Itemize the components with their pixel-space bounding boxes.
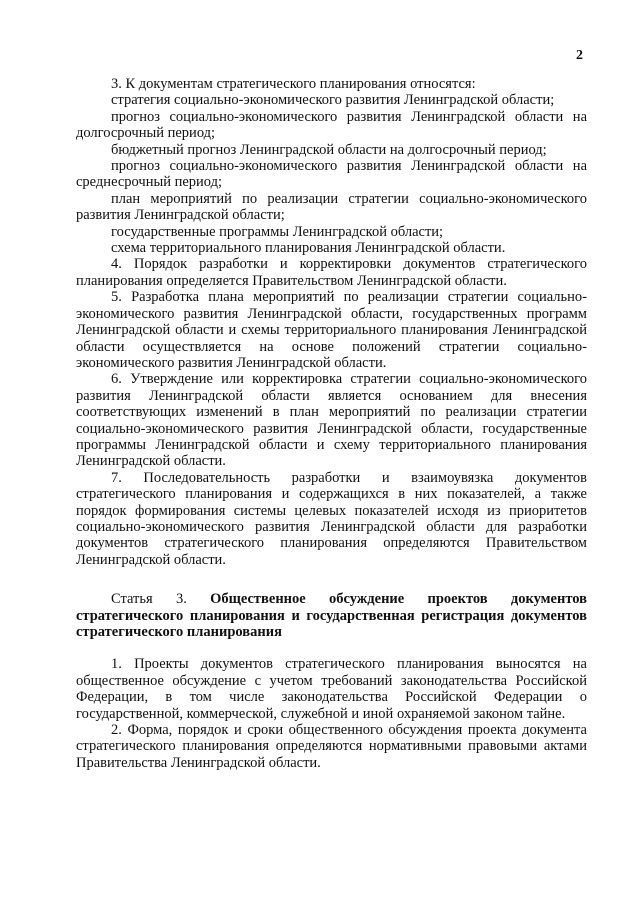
paragraph: схема территориального планирования Ленинградской области. bbox=[111, 240, 506, 257]
paragraph: 3. К документам стратегического планирования относятся: bbox=[111, 76, 476, 92]
paragraph: 2. Форма, порядок и сроки общественного обсуждения проекта документа стратегического планирования определяются нормативными правовыми актами Правительства Ленинградской области. bbox=[76, 722, 587, 771]
article-prefix: Статья 3. bbox=[111, 591, 211, 608]
paragraph: 1. Проекты документов стратегического планирования выносятся на общественное обсуждение с учетом требований законодательства Российской Федерации, в том числе законодательства Российской Федерации о государственной, коммерческой, служебной и иной охраняемой законом тайне. bbox=[76, 656, 587, 722]
article-heading bbox=[76, 591, 587, 640]
paragraph: 5. Разработка плана мероприятий по реализации стратегии социально-экономического развития Ленинградской области, государственных программ Ленинградской области и схемы территориального планирования Ленинградской области осуществляется на основе положений стратегии социально-экономического развития Ленинградской области. bbox=[76, 289, 587, 371]
paragraph: прогноз социально-экономического развития Ленинградской области на долгосрочный период; bbox=[76, 108, 587, 142]
paragraph: стратегия социально-экономического развития Ленинградской области; bbox=[111, 92, 555, 109]
document-body bbox=[76, 76, 587, 771]
paragraph: 6. Утверждение или корректировка стратегии социально-экономического развития Ленинградской области является основанием для внесения соответствующих изменений в план мероприятий по реализации стратегии социально-экономического развития Ленинградской области, государственные программы Ленинградской области и схему территориального планирования Ленинградской области. bbox=[76, 371, 587, 470]
paragraph: план мероприятий по реализации стратегии социально-экономического развития Ленинградской области; bbox=[76, 190, 587, 224]
page-number: 2 bbox=[576, 48, 583, 63]
paragraph: прогноз социально-экономического развития Ленинградской области на среднесрочный период; bbox=[76, 158, 587, 191]
paragraph: 7. Последовательность разработки и взаимоувязка документов стратегического планирования и содержащихся в них показателей, а также порядок формирования системы целевых показателей исходя из приоритетов социально-экономического развития Ленинградской области для разработки документов стратегического планирования определяются Правительством Ленинградской области. bbox=[76, 469, 587, 568]
paragraph: 4. Порядок разработки и корректировки документов стратегического планирования определяется Правительством Ленинградской области. bbox=[76, 256, 587, 289]
paragraph: бюджетный прогноз Ленинградской области на долгосрочный период; bbox=[111, 141, 547, 158]
paragraph: государственные программы Ленинградской области; bbox=[111, 223, 444, 240]
article-title: Общественное обсуждение проектов документов стратегического планирования и государственная регистрация документов стратегического планирования bbox=[76, 591, 587, 640]
